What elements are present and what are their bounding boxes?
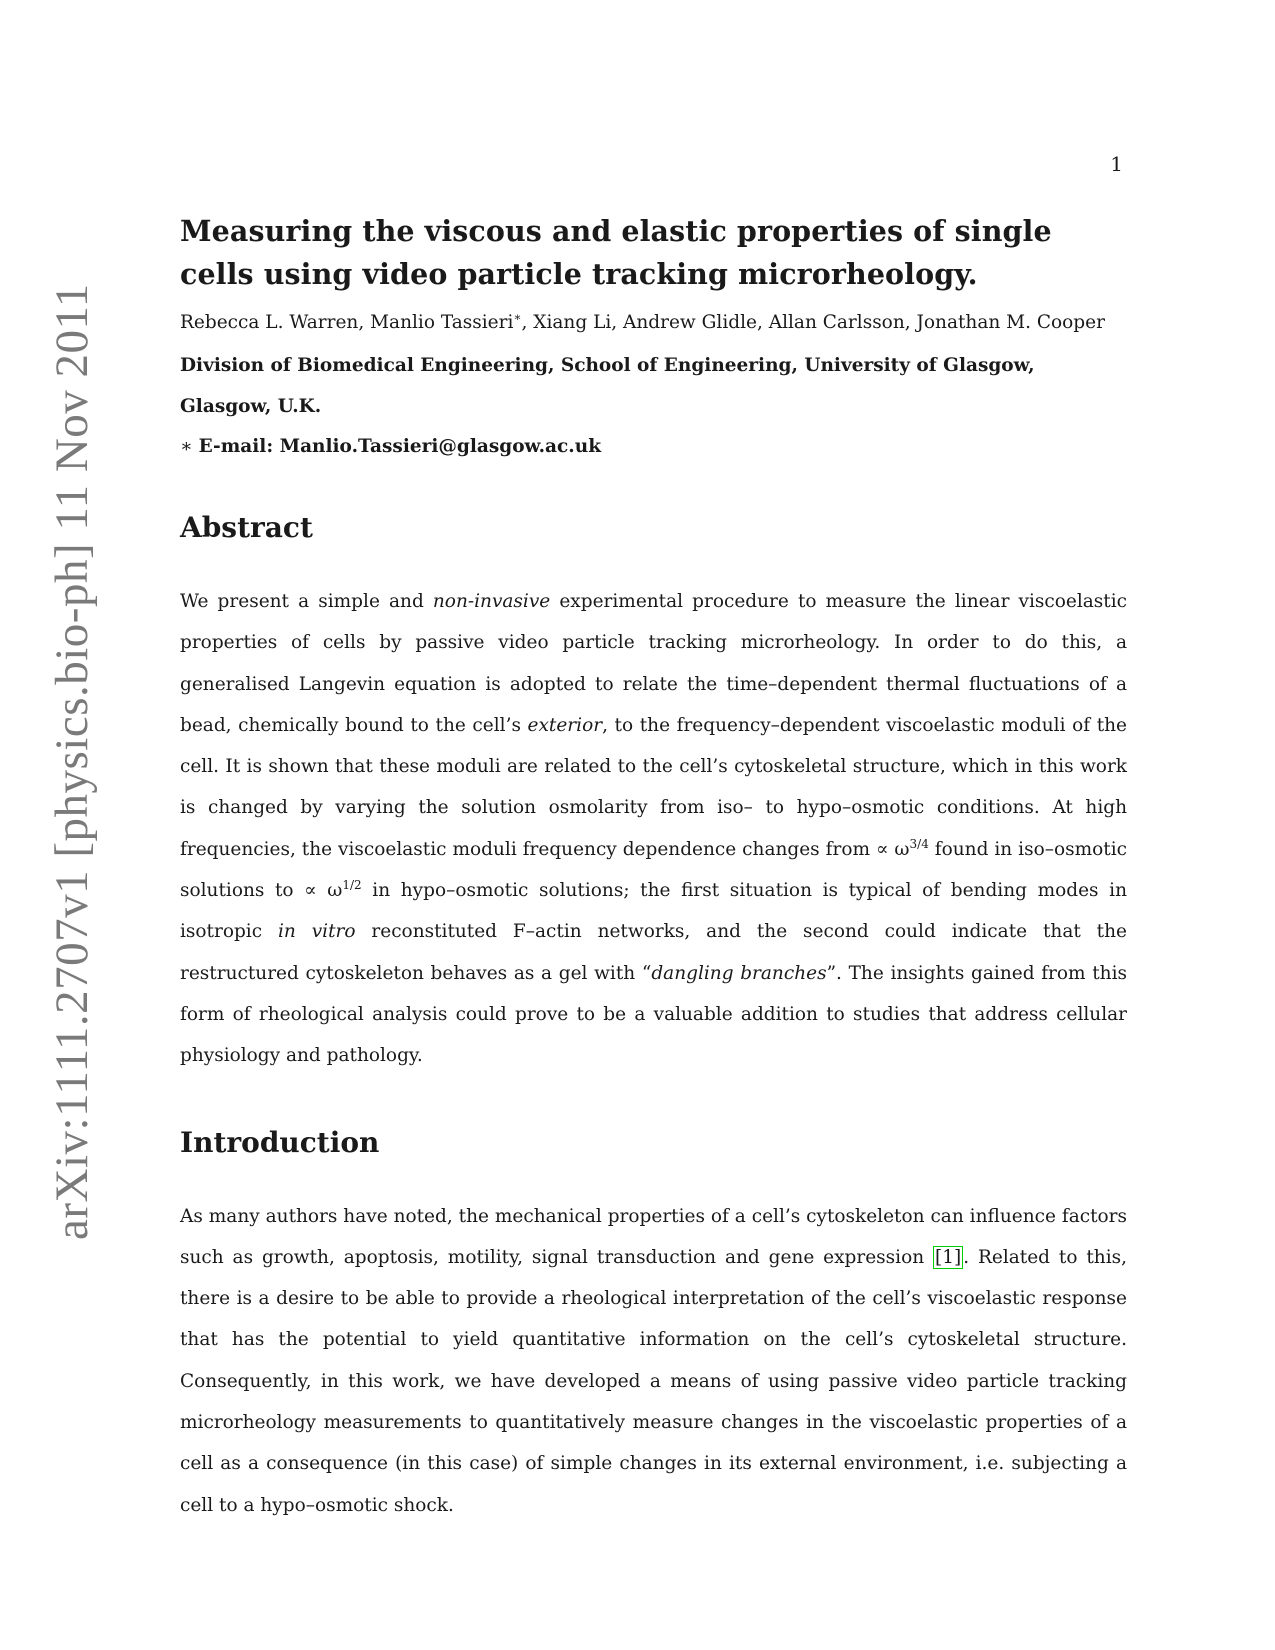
exponent-hypo: 1/2 <box>342 877 362 892</box>
abstract-em-4: dangling branches <box>651 962 827 984</box>
contact-email <box>180 434 1127 460</box>
abstract-text-6: reconstituted F–actin networks, and the second could indicate that the restructured cytoskeleton behaves as a gel with “ <box>180 921 1127 984</box>
arxiv-stamp: arXiv:1111.2707v1 [physics.bio-ph] 11 Nov 2011 <box>46 283 98 1240</box>
abstract-heading: Abstract <box>180 511 313 544</box>
intro-text-1: As many authors have noted, the mechanical properties of a cell’s cytoskeleton can influence factors such as growth, apoptosis, motility, signal transduction and gene expression <box>180 1205 1127 1268</box>
abstract-em-1: non-invasive <box>432 591 551 612</box>
corresponding-author-mark: ∗ <box>513 309 522 324</box>
abstract-text-2: experimental procedure to measure the linear viscoelastic properties of cells by passive video particle tracking microrheology. In order to do this, a generalised Langevin equation is adopted to relate the time–dependent thermal fluctuations of a bead, chemically bound to the cell’s <box>180 591 1127 736</box>
abstract-paragraph <box>180 581 1127 1077</box>
page-number: 1 <box>1110 152 1123 176</box>
affiliation: Division of Biomedical Engineering, School of Engineering, University of Glasgow, Glasgow, U.K. <box>180 355 1035 417</box>
author-list <box>180 310 1127 336</box>
exponent-iso: 3/4 <box>909 836 929 851</box>
paper-content <box>180 210 1127 1544</box>
abstract-text-4: found in iso–osmotic solutions to ∝ ω <box>180 838 1127 902</box>
authors-text: Rebecca L. Warren, Manlio Tassieri <box>180 312 514 333</box>
abstract-em-3: in vitro <box>277 921 356 943</box>
intro-text-2: . Related to this, there is a desire to be able to provide a rheological interpretation of the cell’s viscoelastic response that has the potential to yield quantitative information on the cell’s cytoskeletal structure. Consequently, in this work, we have developed a means of using passive video particle tracking microrheology measurements to quantitatively measure changes in the viscoelastic properties of a cell as a consequence (in this case) of simple changes in its external environment, i.e. subjecting a cell to a hypo–osmotic shock. <box>180 1246 1127 1516</box>
abstract-em-2: exterior <box>527 714 603 736</box>
abstract-text-1: We present a simple and <box>180 591 433 612</box>
citation-link[interactable]: [1] <box>935 1246 962 1268</box>
abstract-text-7: ”. The insights gained from this form of rheological analysis could prove to be a valuable addition to studies that address cellular physiology and pathology. <box>180 962 1128 1067</box>
authors-text-rest: , Xiang Li, Andrew Glidle, Allan Carlsson, Jonathan M. Cooper <box>521 312 1105 333</box>
abstract-text-3: , to the frequency–dependent viscoelastic moduli of the cell. It is shown that these moduli are related to the cell’s cytoskeletal structure, which in this work is changed by varying the solution osmolarity from iso– to hypo–osmotic conditions. At high frequencies, the viscoelastic moduli frequency dependence changes from ∝ ω <box>180 714 1127 860</box>
email-text: E-mail: Manlio.Tassieri@glasgow.ac.uk <box>198 436 602 457</box>
abstract-text-5: in hypo–osmotic solutions; the first situation is typical of bending modes in isotropic <box>180 880 1127 943</box>
email-marker: ∗ <box>180 436 193 457</box>
introduction-paragraph <box>180 1196 1127 1526</box>
introduction-heading: Introduction <box>180 1125 380 1159</box>
paper-title: Measuring the viscous and elastic properties of single cells using video particle tracking microrheology. <box>180 214 1052 291</box>
